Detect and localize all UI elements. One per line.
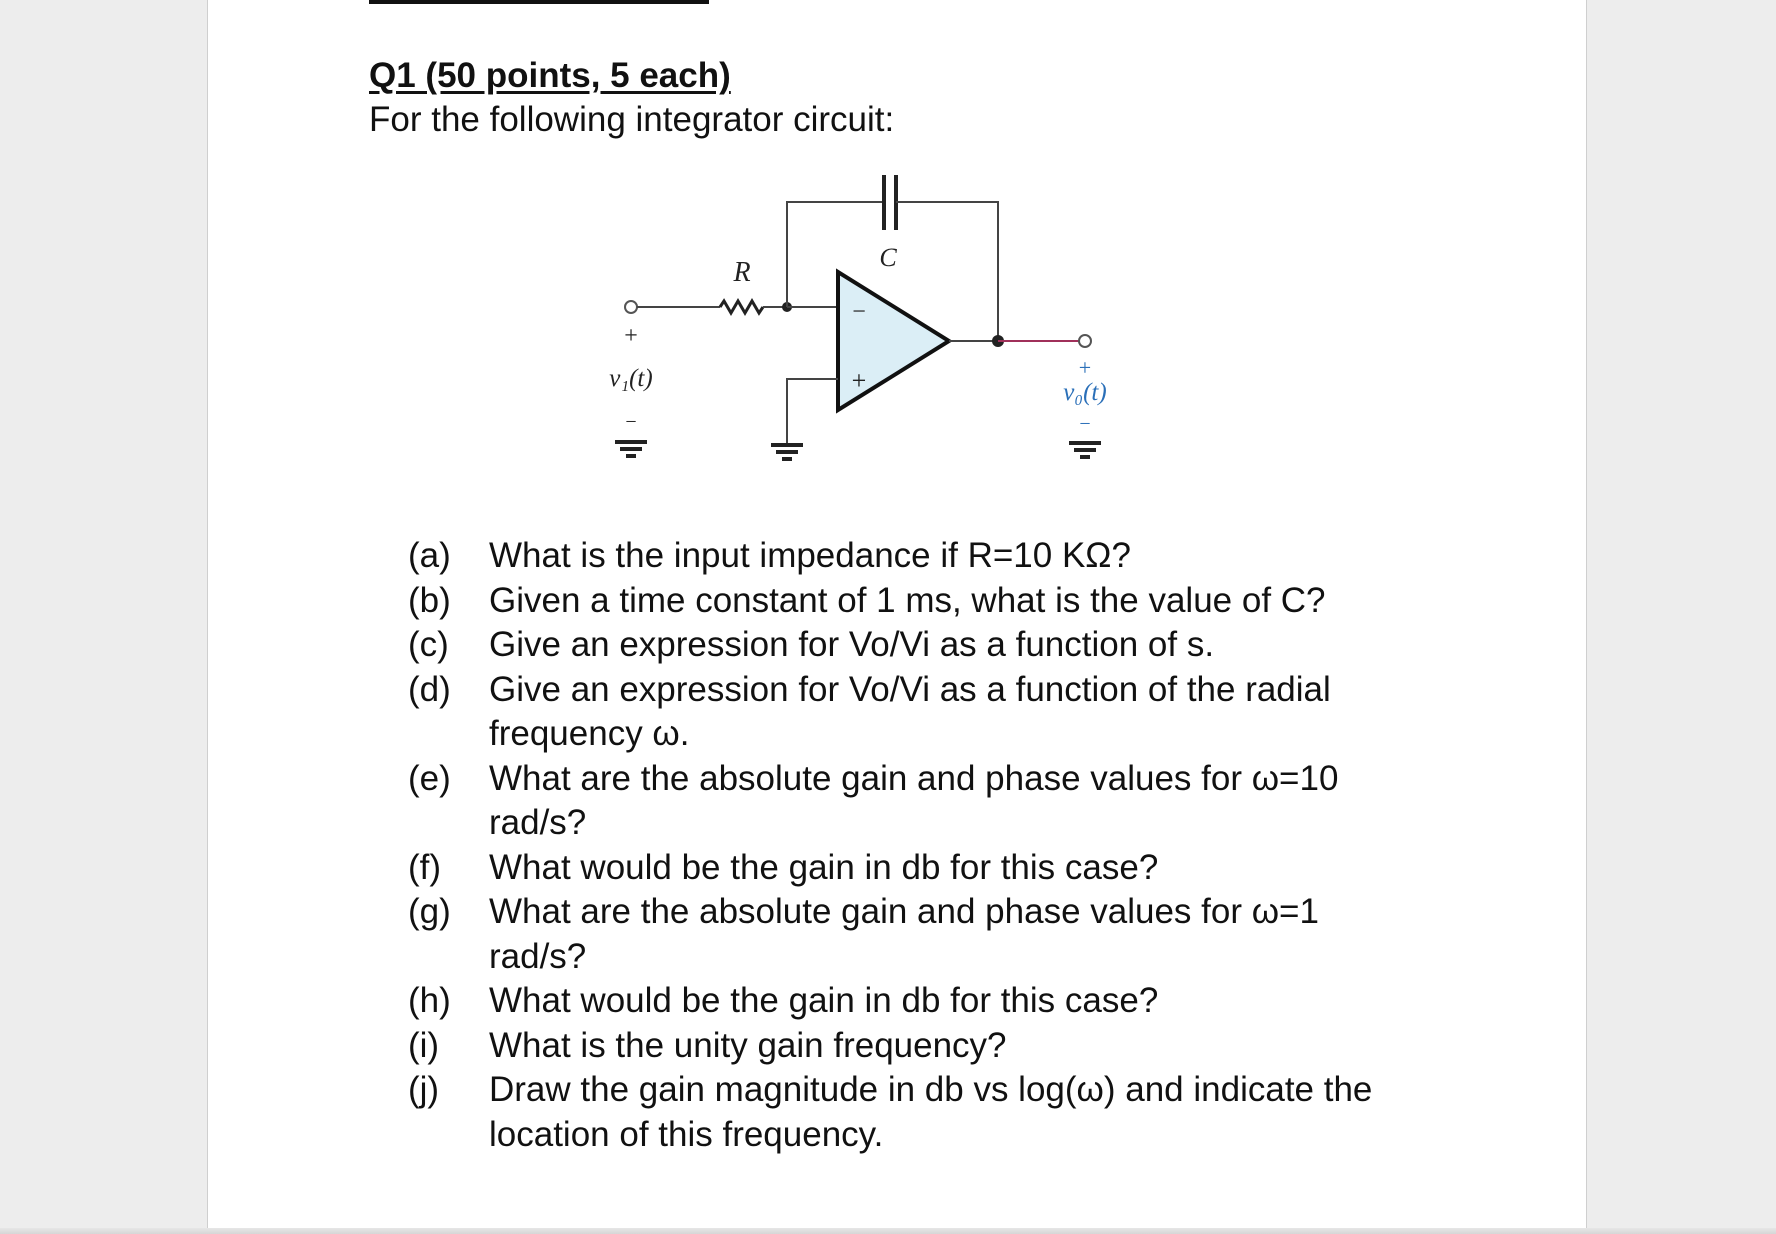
resistor-label: R bbox=[733, 257, 751, 288]
question-intro: For the following integrator circuit: bbox=[369, 100, 895, 139]
question-text: What are the absolute gain and phase values for ω=1 rad/s? bbox=[489, 892, 1319, 976]
window-bottom-edge bbox=[0, 1228, 1776, 1234]
question-text: What is the unity gain frequency? bbox=[489, 1025, 1007, 1065]
question-text: Draw the gain magnitude in db vs log(ω) and indicate the location of this frequency. bbox=[489, 1070, 1373, 1154]
question-letter: (c) bbox=[408, 625, 449, 664]
question-text: What would be the gain in db for this case? bbox=[489, 847, 1159, 887]
integrator-circuit-diagram bbox=[363, 160, 1203, 490]
capacitor-label: C bbox=[879, 243, 897, 272]
input-minus-sign: − bbox=[625, 411, 637, 433]
question-text: What are the absolute gain and phase values for ω=10 rad/s? bbox=[489, 758, 1339, 842]
output-plus-sign: + bbox=[1078, 355, 1092, 380]
input-ground-symbol bbox=[615, 442, 647, 456]
output-ground-symbol bbox=[1069, 443, 1101, 457]
noninverting-ground-wire bbox=[787, 379, 838, 445]
question-letter: (i) bbox=[408, 1025, 440, 1065]
question-letter: (f) bbox=[408, 847, 442, 887]
question-text: Give an expression for Vo/Vi as a function of s. bbox=[489, 625, 1215, 664]
question-item bbox=[408, 668, 1408, 757]
question-text: What would be the gain in db for this case? bbox=[489, 981, 1159, 1020]
resistor bbox=[720, 301, 763, 313]
top-rule bbox=[369, 0, 709, 4]
question-item bbox=[408, 890, 1408, 979]
question-letter: (g) bbox=[408, 892, 451, 931]
question-list bbox=[408, 534, 1408, 1157]
question-letter: (d) bbox=[408, 669, 451, 709]
document-page bbox=[207, 0, 1587, 1234]
question-letter: (e) bbox=[408, 758, 451, 798]
question-text: What is the input impedance if R=10 KΩ? bbox=[489, 536, 1131, 575]
input-voltage-label: v₁(t) bbox=[609, 365, 653, 392]
question-letter: (h) bbox=[408, 981, 451, 1020]
question-item bbox=[408, 579, 1408, 624]
output-terminal bbox=[1079, 335, 1091, 347]
question-letter: (a) bbox=[408, 536, 451, 575]
input-terminal bbox=[625, 301, 637, 313]
question-text: Give an expression for Vo/Vi as a function of the radial frequency ω. bbox=[489, 669, 1331, 753]
question-item bbox=[408, 979, 1408, 1024]
question-item bbox=[408, 623, 1408, 668]
question-item bbox=[408, 846, 1408, 891]
inverting-input-sign: − bbox=[852, 299, 866, 325]
question-item bbox=[408, 1068, 1408, 1157]
question-item bbox=[408, 757, 1408, 846]
output-voltage-label: v₀(t) bbox=[1063, 379, 1107, 406]
question-item bbox=[408, 534, 1408, 579]
output-minus-sign: − bbox=[1079, 413, 1091, 435]
opamp-ground-symbol bbox=[771, 445, 803, 459]
question-letter: (j) bbox=[408, 1070, 440, 1109]
question-item bbox=[408, 1024, 1408, 1069]
question-text: Given a time constant of 1 ms, what is the value of C? bbox=[489, 580, 1326, 620]
noninverting-input-sign: + bbox=[851, 366, 867, 395]
question-heading: Q1 (50 points, 5 each) bbox=[369, 56, 731, 95]
input-plus-sign: + bbox=[624, 323, 638, 349]
question-letter: (b) bbox=[408, 580, 451, 620]
